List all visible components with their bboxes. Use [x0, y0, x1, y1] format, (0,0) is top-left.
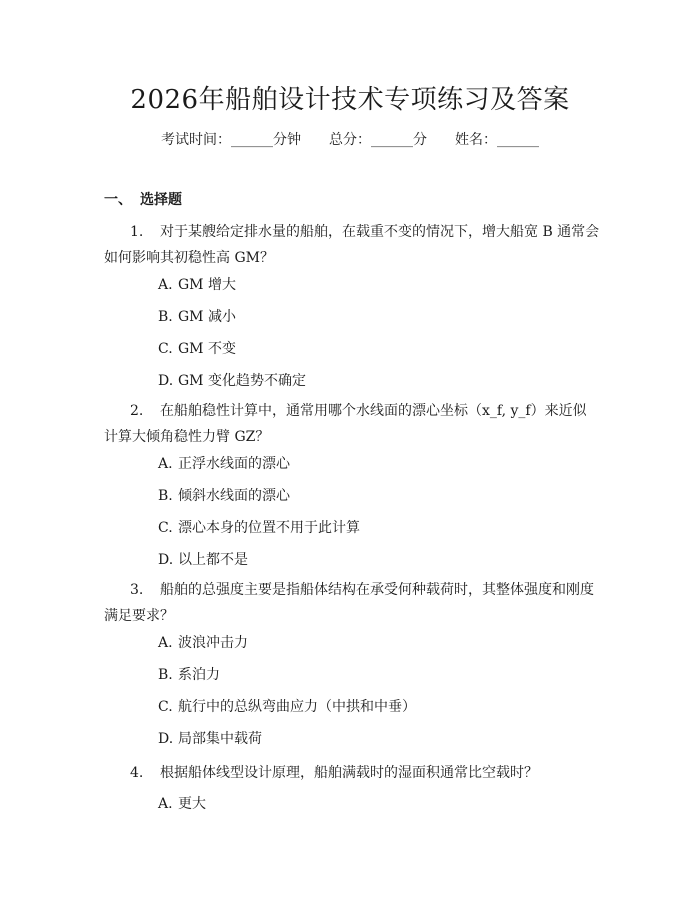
option-letter: B.	[158, 488, 173, 504]
section-number: 一、	[104, 192, 132, 208]
question-number: 3.	[130, 582, 144, 598]
total-score-field: 总分：______分	[329, 132, 427, 148]
exam-meta	[0, 130, 700, 150]
option-letter: B.	[158, 667, 173, 683]
option-letter: D.	[158, 373, 174, 389]
option-text: 系泊力	[178, 667, 220, 683]
option-text: 局部集中载荷	[178, 731, 262, 747]
question-2-option-b	[158, 486, 290, 506]
question-1	[104, 219, 600, 271]
question-2-option-c	[158, 518, 360, 538]
option-text: GM 增大	[178, 277, 236, 293]
question-1-option-a	[158, 275, 236, 295]
option-text: 正浮水线面的漂心	[178, 456, 290, 472]
question-2	[104, 398, 600, 450]
option-letter: D.	[158, 552, 174, 568]
question-3-option-c	[158, 697, 416, 717]
question-text: 船舶的总强度主要是指船体结构在承受何种载荷时，其整体强度和刚度满足要求？	[104, 582, 594, 624]
option-letter: A.	[158, 277, 173, 293]
question-3-option-a	[158, 633, 248, 653]
option-text: 波浪冲击力	[178, 635, 248, 651]
option-text: GM 不变	[178, 341, 236, 357]
option-text: GM 减小	[178, 309, 236, 325]
question-2-option-a	[158, 454, 290, 474]
page-title: 2026年船舶设计技术专项练习及答案	[130, 85, 570, 115]
option-letter: C.	[158, 520, 173, 536]
option-letter: B.	[158, 309, 173, 325]
question-1-option-c	[158, 339, 236, 359]
option-text: 漂心本身的位置不用于此计算	[178, 520, 360, 536]
question-4-option-a	[158, 794, 206, 814]
option-letter: A.	[158, 456, 173, 472]
question-3-option-d	[158, 729, 262, 749]
section-title: 选择题	[140, 192, 182, 208]
exam-time-field: 考试时间：______分钟	[161, 132, 301, 148]
question-1-option-b	[158, 307, 236, 327]
question-2-option-d	[158, 550, 248, 570]
option-text: GM 变化趋势不确定	[178, 373, 306, 389]
question-text: 在船舶稳性计算中，通常用哪个水线面的漂心坐标（x_f, y_f）来近似计算大倾角稳性力臂 GZ？	[104, 403, 587, 445]
student-name-field: 姓名：______	[455, 132, 539, 148]
question-number: 1.	[130, 224, 144, 240]
option-letter: C.	[158, 341, 173, 357]
question-number: 4.	[130, 765, 144, 781]
question-number: 2.	[130, 403, 144, 419]
option-text: 以上都不是	[178, 552, 248, 568]
option-letter: A.	[158, 635, 173, 651]
option-letter: D.	[158, 731, 174, 747]
question-4	[104, 760, 600, 786]
option-text: 更大	[178, 796, 206, 812]
option-letter: A.	[158, 796, 173, 812]
question-3-option-b	[158, 665, 220, 685]
question-3	[104, 577, 600, 629]
section-heading	[104, 190, 182, 210]
option-text: 航行中的总纵弯曲应力（中拱和中垂）	[178, 699, 416, 715]
option-letter: C.	[158, 699, 173, 715]
question-text: 根据船体线型设计原理，船舶满载时的湿面积通常比空载时？	[160, 765, 538, 781]
question-text: 对于某艘给定排水量的船舶，在载重不变的情况下，增大船宽 B 通常会如何影响其初稳性高 GM？	[104, 224, 600, 266]
option-text: 倾斜水线面的漂心	[178, 488, 290, 504]
question-1-option-d	[158, 371, 306, 391]
